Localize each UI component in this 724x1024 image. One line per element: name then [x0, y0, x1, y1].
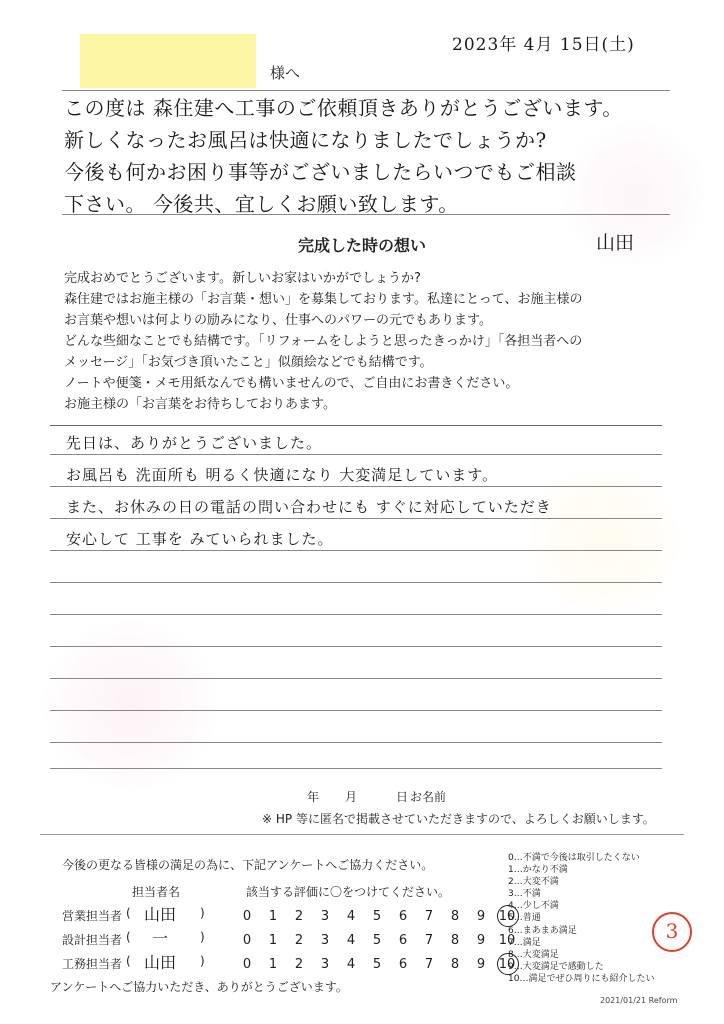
score-option[interactable]: 6	[398, 957, 408, 972]
scale-item: 4…少し不満	[508, 901, 559, 912]
assignee-construction: 山田	[143, 953, 176, 972]
ruled-line	[50, 768, 662, 769]
ruled-line	[50, 518, 662, 519]
customer-message-line: 安心して 工事を みていられました。	[66, 530, 334, 548]
scale-item: 6…まあまあ満足	[508, 925, 577, 936]
score-option[interactable]: 6	[398, 933, 408, 948]
score-option[interactable]: 0	[242, 933, 252, 948]
intro-text	[64, 268, 684, 415]
assignee-header: 担当者名	[132, 885, 181, 899]
rating-row-sales	[234, 905, 520, 924]
rating-row-design	[234, 929, 520, 948]
scale-item: 8…大変満足	[508, 949, 559, 960]
scale-item: 2…大変不満	[508, 877, 559, 888]
score-stamp: 3	[652, 912, 692, 952]
score-option[interactable]: 7	[424, 933, 434, 948]
scale-item: 7…満足	[508, 937, 541, 948]
page-title: 完成した時の想い	[297, 236, 426, 255]
score-option[interactable]: 3	[320, 909, 330, 924]
rating-scale-legend	[508, 852, 654, 985]
message-rule	[62, 90, 670, 91]
intro-line: どんな些細なことでも結構です。「リフォームをしようと思ったきっかけ」「各担当者への	[64, 334, 583, 349]
paren-close: )	[200, 906, 205, 920]
customer-message-line: お風呂も 洗面所も 明るく快適になり 大変満足しています。	[66, 466, 499, 484]
score-option[interactable]: 1	[268, 957, 278, 972]
scale-item: 5…普通	[508, 913, 541, 924]
ruled-line	[50, 646, 662, 647]
score-option[interactable]: 10	[498, 933, 516, 948]
paren-close: )	[200, 930, 205, 944]
scale-item: 3…不満	[508, 889, 541, 900]
score-option[interactable]: 8	[450, 957, 460, 972]
intro-line: メッセージ」「お気づき頂いたこと」似顔絵などでも結構です。	[64, 355, 433, 370]
message-box-top	[50, 425, 662, 426]
row-label-design: 設計担当者	[62, 933, 123, 947]
ruled-line	[50, 454, 662, 455]
customer-message-line: また、お休みの日の電話の問い合わせにも すぐに対応していただき	[66, 498, 552, 516]
score-option[interactable]: 2	[294, 957, 304, 972]
score-option[interactable]: 3	[320, 957, 330, 972]
date: 2023年 4月 15日(土)	[452, 35, 635, 55]
score-option[interactable]: 5	[372, 957, 382, 972]
scale-item: 10…満足でぜひ周りにも紹介したい	[508, 973, 655, 984]
score-option[interactable]: 5	[372, 909, 382, 924]
intro-line: 森住建ではお施主様の「お言葉・想い」を募集しております。私達にとって、お施主様の	[64, 292, 583, 307]
survey-intro: 今後の更なる皆様の満足の為に、下記アンケートへご協力ください。	[62, 858, 434, 872]
score-option[interactable]: 4	[346, 957, 356, 972]
section-divider	[40, 834, 684, 835]
intro-line: お施主様の「お言葉をお待ちしておりあます。	[64, 397, 336, 412]
score-option[interactable]: 4	[346, 909, 356, 924]
row-label-sales: 営業担当者	[62, 909, 123, 923]
score-option[interactable]: 0	[242, 957, 252, 972]
floral-decoration	[520, 470, 690, 610]
score-option[interactable]: 2	[294, 909, 304, 924]
survey-thanks: アンケートへご協力いただき、ありがとうございます。	[50, 980, 348, 994]
staff-message-line: 下さい。 今後共、宜しくお願い致します。	[64, 192, 459, 216]
score-option[interactable]: 9	[476, 909, 486, 924]
staff-message-line: 今後も何かお困り事等がございましたらいつでもご相談	[64, 160, 577, 184]
paren-open: (	[126, 954, 131, 968]
staff-message-line: この度は 森住建へ工事のご依頼頂きありがとうございます。	[64, 96, 623, 120]
score-option[interactable]: 9	[476, 933, 486, 948]
scale-item: 1…かなり不満	[508, 865, 568, 876]
paren-open: (	[126, 930, 131, 944]
month-label: 月	[345, 790, 358, 804]
ruled-line	[50, 742, 662, 743]
score-option[interactable]: 4	[346, 933, 356, 948]
scale-item: 9…大変満足で感動した	[508, 961, 604, 972]
ruled-line	[50, 582, 662, 583]
rating-header: 該当する評価に〇をつけてください。	[246, 885, 451, 899]
assignee-sales: 山田	[143, 905, 176, 924]
intro-line: 完成おめでとうございます。新しいお家はいかがでしょうか?	[64, 271, 421, 286]
score-option[interactable]: 8	[450, 909, 460, 924]
ruled-line	[50, 614, 662, 615]
score-option[interactable]: 10	[494, 957, 520, 972]
paren-close: )	[200, 954, 205, 968]
score-option[interactable]: 8	[450, 933, 460, 948]
message-rule	[62, 214, 670, 215]
scale-item: 0…不満で今後は取引したくない	[508, 853, 640, 863]
score-option[interactable]: 10	[494, 909, 520, 924]
ruled-line	[50, 550, 662, 551]
score-option[interactable]: 1	[268, 909, 278, 924]
ruled-line	[50, 678, 662, 679]
ruled-line	[50, 710, 662, 711]
score-option[interactable]: 0	[242, 909, 252, 924]
form-version: 2021/01/21 Reform	[600, 996, 678, 1005]
day-label: 日	[396, 790, 409, 804]
score-option[interactable]: 1	[268, 933, 278, 948]
ruled-line	[50, 486, 662, 487]
score-option[interactable]: 7	[424, 909, 434, 924]
score-option[interactable]: 5	[372, 933, 382, 948]
intro-line: ノートや便箋・メモ用紙なんでも構いませんので、ご自由にお書きください。	[64, 376, 519, 391]
year-label: 年	[307, 790, 320, 804]
rating-row-construction	[234, 953, 520, 972]
redacted-name-highlight	[80, 34, 256, 88]
staff-signature: 山田	[596, 232, 635, 254]
row-label-construction: 工務担当者	[62, 957, 123, 971]
name-label: お名前	[410, 790, 447, 804]
score-option[interactable]: 2	[294, 933, 304, 948]
recipient-suffix: 様へ	[270, 64, 301, 82]
customer-message-line: 先日は、ありがとうございました。	[66, 434, 323, 452]
assignee-design: 一	[151, 929, 168, 948]
score-option[interactable]: 6	[398, 909, 408, 924]
paren-open: (	[126, 906, 131, 920]
intro-line: お言葉や想いは何よりの励みになり、仕事へのパワーの元でもあります。	[64, 313, 492, 328]
score-option[interactable]: 7	[424, 957, 434, 972]
score-option[interactable]: 3	[320, 933, 330, 948]
staff-message-line: 新しくなったお風呂は快適になりましたでしょうか?	[64, 128, 547, 152]
score-option[interactable]: 9	[476, 957, 486, 972]
publication-note: ※ HP 等に匿名で掲載させていただきますので、よろしくお願いします。	[262, 812, 655, 826]
